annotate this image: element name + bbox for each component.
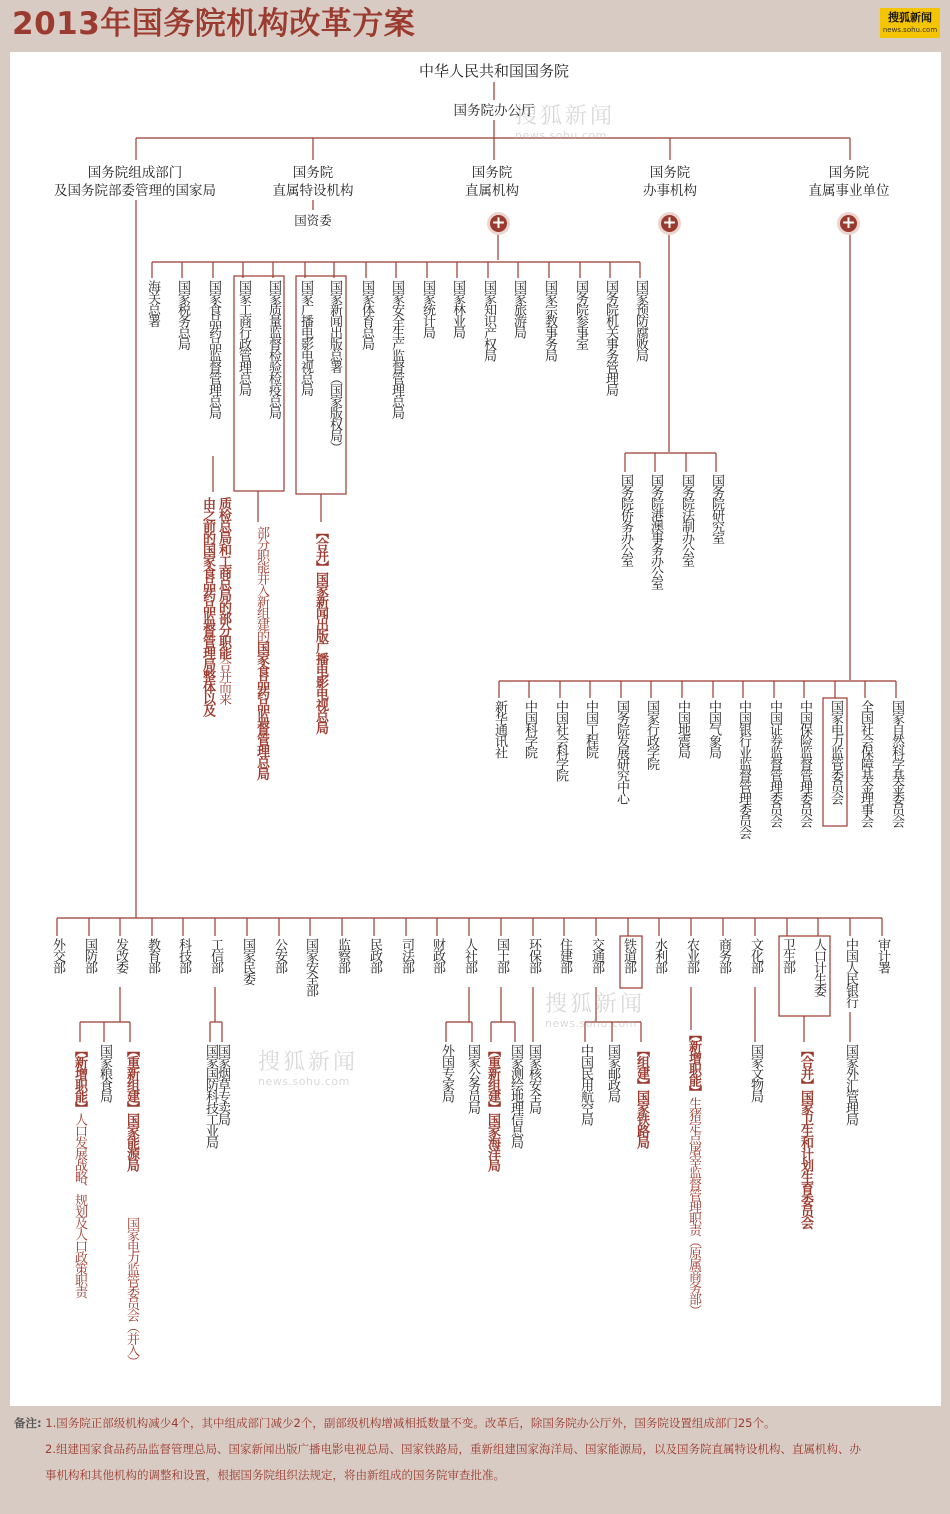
- page-title: 2013年国务院机构改革方案: [12, 6, 416, 42]
- office-org-2: 国务院法制办公室: [679, 474, 694, 566]
- food-drug-note: 由之前的国家食品药品监督管理局整体以及: [200, 497, 215, 716]
- public-org-2: 中国社会科学院: [553, 700, 568, 781]
- sohu-news-logo[interactable]: [880, 8, 940, 38]
- expand-direct-icon[interactable]: +: [487, 212, 510, 235]
- ministry-8: 国家安全部: [303, 938, 318, 996]
- category-public-line2: 直属事业单位: [808, 183, 890, 199]
- sub-defense-bureau: 国家国防科技工业局: [203, 1044, 218, 1148]
- ministry-1: 国防部: [82, 938, 97, 973]
- public-org-5: 国家行政学院: [644, 700, 659, 769]
- public-org-8: 中国银行业监督管理委员会: [736, 700, 751, 838]
- category-special-line2: 直属特设机构: [272, 183, 354, 199]
- note-2a: 2.组建国家食品药品监督管理总局、国家新闻出版广播电影电视总局、国家铁路局，重新组建国家海洋局、国家能源局，以及国务院直属特设机构、直属机构、办: [45, 1442, 861, 1456]
- category-direct-line2: 直属机构: [465, 183, 519, 199]
- note-2b: 事机构和其他机构的调整和设置，根据国务院组织法规定，将由新组成的国务院审查批准。: [45, 1468, 505, 1482]
- ministry-24: 人口计生委: [811, 938, 826, 996]
- sub-civil-service-bureau: 国家公务员局: [465, 1044, 480, 1113]
- ministry-16: 住建部: [557, 938, 572, 973]
- general-office-node: 国务院办公厅: [453, 103, 535, 119]
- direct-org-14: 国务院参事室: [573, 280, 588, 349]
- public-org-11: 国家电力监管委员会: [828, 700, 843, 804]
- direct-org-13: 国家宗教事务局: [542, 280, 557, 361]
- direct-org-4: 国家质量监督检验检疫总局: [266, 280, 281, 418]
- ministry-10: 民政部: [367, 938, 382, 973]
- direct-org-0: 海关总署: [145, 280, 160, 326]
- category-ministries-line1: 国务院组成部门: [87, 165, 183, 181]
- energy-note: 【重新组建】国家能源局: [124, 1044, 139, 1171]
- public-org-13: 国家自然科学基金委员会: [889, 700, 904, 827]
- expand-offices-icon[interactable]: +: [658, 212, 681, 235]
- food-drug-note-2: 质检总局和工商总局的部分职能合并而来: [216, 497, 231, 704]
- direct-org-2: 国家食品药品监督管理总局: [206, 280, 221, 418]
- ministry-3: 教育部: [145, 938, 160, 973]
- category-direct-line1: 国务院: [471, 165, 513, 181]
- media-merge-note: 【合并】国家新闻出版广播电影电视总局: [313, 526, 328, 733]
- ministry-2: 发改委: [113, 938, 128, 973]
- ministry-4: 科技部: [176, 938, 191, 973]
- sub-heritage-bureau: 国家文物局: [748, 1044, 763, 1102]
- logo-text: 搜狐新闻: [888, 11, 932, 24]
- direct-org-16: 国家预防腐败局: [633, 280, 648, 361]
- aic-note: 部分职能并入新组建的国家食品药品监督管理总局: [254, 526, 269, 779]
- direct-org-5: 国家广播电影电视总局: [298, 280, 313, 395]
- state-council-node: 中华人民共和国国务院: [418, 62, 569, 80]
- sub-aviation-bureau: 中国民用航空局: [578, 1044, 593, 1125]
- office-org-1: 国务院港澳事务办公室: [648, 474, 663, 589]
- ministry-20: 农业部: [684, 938, 699, 973]
- agriculture-note: 【新增职能】生猪定点屠宰监督管理职责（原属商务部）: [686, 1028, 701, 1316]
- direct-org-12: 国家旅游局: [511, 280, 526, 338]
- direct-org-10: 国家林业局: [450, 280, 465, 338]
- ministry-7: 公安部: [272, 938, 287, 973]
- public-org-4: 国务院发展研究中心: [614, 700, 629, 804]
- ministry-13: 人社部: [462, 938, 477, 973]
- ministry-0: 外交部: [50, 938, 65, 973]
- watermark: 搜狐新闻 news.sohu.com: [515, 104, 616, 142]
- public-org-0: 新华通讯社: [492, 700, 507, 758]
- expand-public-icon[interactable]: +: [837, 212, 860, 235]
- ministry-21: 商务部: [716, 938, 731, 973]
- public-org-7: 中国气象局: [706, 700, 721, 758]
- sub-post-bureau: 国家邮政局: [605, 1044, 620, 1102]
- watermark: 搜狐新闻 news.sohu.com: [258, 1050, 359, 1088]
- watermark: 搜狐新闻 news.sohu.com: [545, 992, 646, 1030]
- ministry-9: 监察部: [335, 938, 350, 973]
- public-org-9: 中国证券监督管理委员会: [767, 700, 782, 827]
- ministry-25: 中国人民银行: [843, 938, 858, 1007]
- category-public-line1: 国务院: [828, 165, 870, 181]
- sasac-node: 国资委: [294, 213, 332, 228]
- sub-foreign-experts-bureau: 外国专家局: [439, 1044, 454, 1102]
- ministry-12: 财政部: [430, 938, 445, 973]
- direct-org-3: 国家工商行政管理总局: [236, 280, 251, 395]
- direct-org-8: 国家安全生产监督管理总局: [389, 280, 404, 418]
- direct-org-11: 国家知识产权局: [481, 280, 496, 361]
- public-org-1: 中国科学院: [522, 700, 537, 758]
- public-org-6: 中国地震局: [675, 700, 690, 758]
- public-org-10: 中国保险监督管理委员会: [797, 700, 812, 827]
- sub-forex-bureau: 国家外汇管理局: [843, 1044, 858, 1125]
- ministry-26: 审计署: [875, 938, 890, 973]
- public-org-3: 中国工程院: [583, 700, 598, 758]
- sub-survey-bureau: 国家测绘地理信息局: [508, 1044, 523, 1148]
- ministry-19: 水利部: [652, 938, 667, 973]
- energy-merge-note: 国家电力监管委员会（并入）: [124, 1217, 139, 1367]
- ministry-18: 铁道部: [621, 938, 636, 973]
- notes: [14, 1410, 914, 1488]
- logo-url: news.sohu.com: [882, 26, 938, 34]
- ocean-note: 【重新组建】国家海洋局: [485, 1044, 500, 1171]
- category-special-line1: 国务院: [292, 165, 334, 181]
- ministry-14: 国土部: [494, 938, 509, 973]
- office-org-0: 国务院侨务办公室: [618, 474, 633, 566]
- sub-grain-bureau: 国家粮食局: [97, 1044, 112, 1102]
- ministry-17: 交通部: [589, 938, 604, 973]
- direct-org-15: 国务院机关事务管理局: [603, 280, 618, 395]
- ministry-23: 卫生部: [780, 938, 795, 973]
- category-offices-line1: 国务院: [649, 165, 691, 181]
- population-note: 【新增职能】人口发展战略、规划及人口政策职责: [72, 1044, 87, 1297]
- category-ministries-line2: 及国务院部委管理的国家局: [54, 183, 216, 199]
- railway-note: 【组建】国家铁路局: [634, 1044, 649, 1148]
- health-merge-note: 【合并】国家卫生和计划生育委员会: [798, 1044, 813, 1228]
- public-org-12: 全国社会保障基金理事会: [858, 700, 873, 827]
- direct-org-1: 国家税务总局: [175, 280, 190, 349]
- ministry-22: 文化部: [748, 938, 763, 973]
- sub-nuclear-bureau: 国家核安全局: [526, 1044, 541, 1113]
- ministry-5: 工信部: [208, 938, 223, 973]
- direct-org-6: 国家新闻出版总署（国家版权局）: [327, 280, 342, 453]
- direct-org-9: 国家统计局: [420, 280, 435, 338]
- org-chart-panel: [10, 52, 941, 1406]
- direct-org-7: 国家体育总局: [359, 280, 374, 349]
- office-org-3: 国务院研究室: [709, 474, 724, 543]
- note-1: 备注: 1.国务院正部级机构减少4个，其中组成部门减少2个，副部级机构增减相抵数量不变。改革后，除国务院办公厅外，国务院设置组成部门25个。: [14, 1416, 776, 1430]
- ministry-15: 环保部: [526, 938, 541, 973]
- ministry-11: 司法部: [399, 938, 414, 973]
- sub-tobacco-bureau: 国家烟草专卖局: [215, 1044, 230, 1125]
- category-offices-line2: 办事机构: [643, 183, 697, 199]
- ministry-6: 国家民委: [240, 938, 255, 984]
